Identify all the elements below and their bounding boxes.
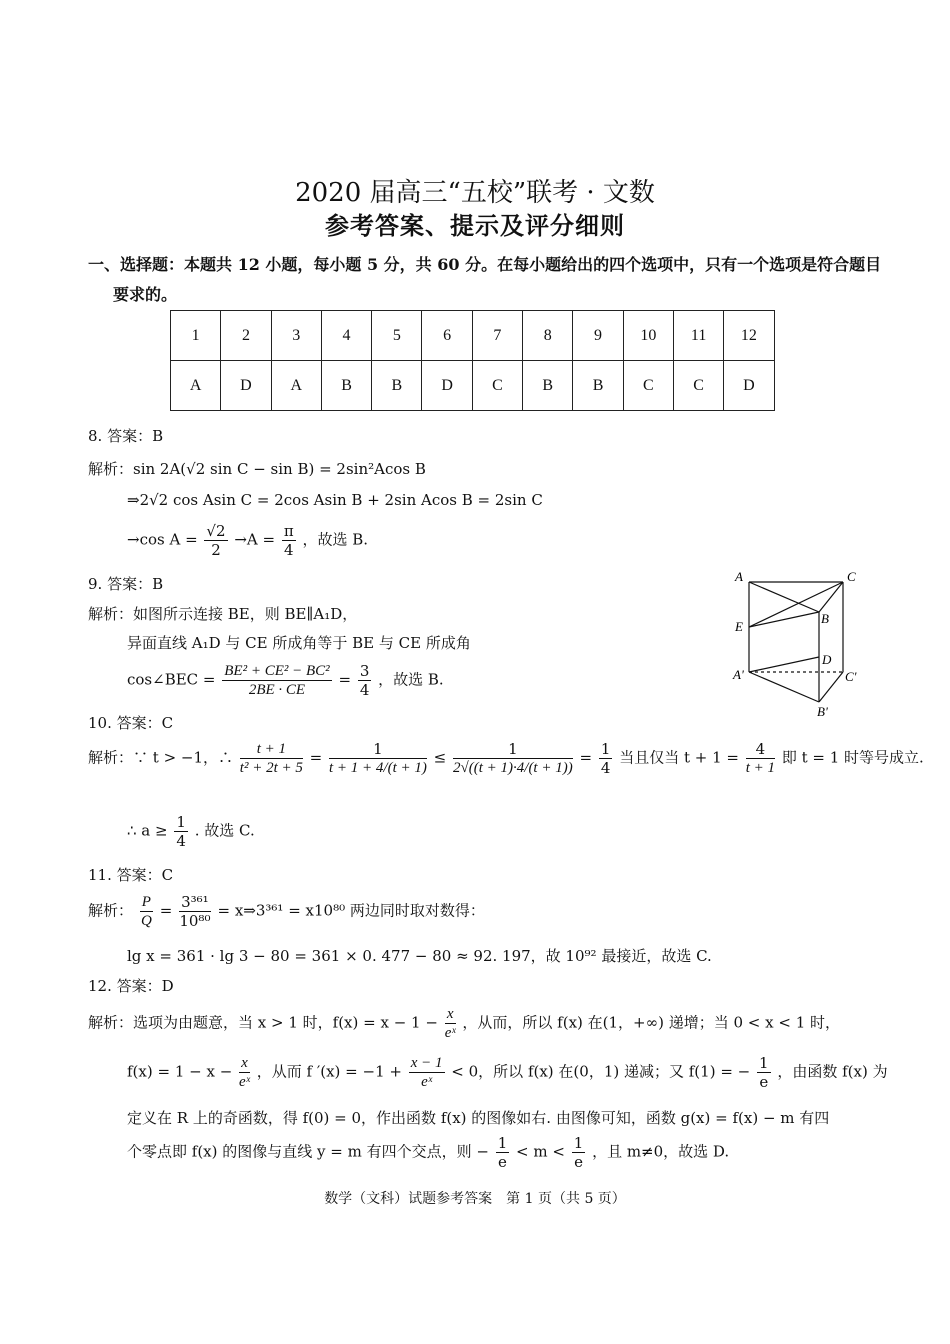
q12-text: ，从而，所以 f(x) 在(1，+∞) 递增；当 0 < x < 1 时， — [462, 1013, 841, 1032]
q9-line3 — [127, 662, 444, 699]
fraction: $\frac{1}{4}$ — [600, 740, 611, 777]
q10-text: . 故选 C. — [194, 821, 255, 840]
answer-cell: D — [724, 361, 774, 411]
q11-text: = — [159, 901, 173, 920]
answer-cell: A — [271, 361, 321, 411]
q12-line4 — [127, 1134, 729, 1171]
q8-answer: 8. 答案：B — [88, 427, 164, 445]
q11-line2: lg x = 361 · lg 3 − 80 = 361 × 0. 477 − 80 ≈ 92. 197，故 10⁹² 最接近，故选 C. — [127, 947, 712, 965]
answer-table-answer-row — [171, 361, 775, 411]
q12-line2 — [127, 1054, 888, 1091]
label-A: A — [735, 569, 743, 584]
question-number-cell: 11 — [673, 311, 723, 361]
label-C-prime: C' — [845, 669, 857, 684]
q8-line3 — [127, 522, 368, 559]
question-number-cell: 12 — [724, 311, 774, 361]
fraction: $\frac{x}{\text{eˣ}}$ — [444, 1006, 456, 1041]
label-B: B — [821, 611, 829, 626]
prism-figure — [725, 568, 865, 723]
fraction: $\frac{1}{e}$ — [573, 1134, 584, 1171]
q8-text: →A = — [234, 530, 276, 549]
fraction: $\frac{x}{\text{eˣ}}$ — [239, 1055, 250, 1090]
q12-text: 个零点即 f(x) 的图像与直线 y = m 有四个交点，则 − — [127, 1142, 489, 1161]
label-B-prime: B' — [817, 704, 828, 719]
fraction: $\frac{3}{4}$ — [359, 662, 370, 699]
fraction: $\frac{1}{4}$ — [176, 813, 186, 850]
question-number-cell: 4 — [321, 311, 371, 361]
label-A-prime: A' — [733, 667, 744, 682]
q9-line1: 解析：如图所示连接 BE，则 BE∥A₁D， — [88, 605, 358, 623]
fraction: $\frac{x - 1}{\text{eˣ}}$ — [410, 1055, 443, 1090]
answer-cell: C — [673, 361, 723, 411]
question-number-cell: 10 — [623, 311, 673, 361]
fraction: $\frac{1}{e}$ — [497, 1134, 508, 1171]
q8-text: →cos A = — [127, 530, 198, 549]
question-number-cell: 2 — [221, 311, 271, 361]
fraction: $\frac{1}{2√((t + 1)\cdot 4/(t + 1))}$ — [453, 740, 573, 776]
answer-cell: D — [422, 361, 472, 411]
answer-cell: C — [472, 361, 522, 411]
fraction: $\frac{\text{BE² + CE² − BC²}}{2BE \cdot CE}$ — [224, 663, 330, 698]
q12-text: 解析：选项为由题意，当 x > 1 时，f(x) = x − 1 − — [88, 1013, 438, 1032]
q11-line1 — [88, 893, 485, 930]
fraction: $\frac{t + 1}{\text{t² + 2t + 5}}$ — [239, 741, 303, 776]
q12-text: < m < — [516, 1142, 565, 1161]
q11-text: 解析： — [88, 901, 134, 920]
answer-cell: D — [221, 361, 271, 411]
q8-line1: 解析：sin 2A(√2 sin C − sin B) = 2sin²Acos B — [88, 460, 426, 478]
q12-text: ，且 m≠0，故选 D. — [592, 1142, 730, 1161]
label-D: D — [822, 652, 832, 667]
page-footer: 数学（文科）试题参考答案 第 1 页（共 5 页） — [324, 1191, 626, 1207]
question-number-cell: 9 — [573, 311, 623, 361]
fraction: $\frac{\pi}{4}$ — [283, 522, 294, 559]
q12-text: f(x) = 1 − x − — [127, 1062, 233, 1081]
q11-answer: 11. 答案：C — [88, 866, 174, 884]
q10-text: 即 t = 1 时等号成立. — [781, 748, 924, 767]
answer-cell: A — [171, 361, 221, 411]
q10-line2 — [127, 813, 255, 850]
answer-cell: B — [372, 361, 422, 411]
question-number-cell: 7 — [472, 311, 522, 361]
q8-text: ，故选 B. — [302, 530, 369, 549]
q10-text: = — [309, 748, 323, 767]
answer-cell: B — [523, 361, 573, 411]
question-number-cell: 3 — [271, 311, 321, 361]
fraction: $\frac{√2}{2}$ — [206, 522, 226, 559]
label-C: C — [847, 569, 856, 584]
q9-line2: 异面直线 A₁D 与 CE 所成角等于 BE 与 CE 所成角 — [127, 634, 471, 652]
q9-text: cos∠BEC = — [127, 670, 216, 689]
page-title: 2020 届高三“五校”联考 · 文数 — [295, 178, 655, 208]
fraction: $\frac{\text{3³⁶¹}}{\text{10⁸⁰}}$ — [179, 893, 211, 930]
answer-table — [170, 310, 775, 411]
q12-line1 — [88, 1005, 840, 1042]
label-E: E — [735, 619, 743, 634]
fraction: $\frac{1}{t + 1 + 4/(t + 1)}$ — [329, 740, 427, 776]
question-number-cell: 1 — [171, 311, 221, 361]
q12-text: ，由函数 f(x) 为 — [777, 1062, 888, 1081]
q8-line2: ⇒2√2 cos Asin C = 2cos Asin B + 2sin Acos B = 2sin C — [127, 491, 543, 509]
fraction: $\frac{4}{t + 1}$ — [745, 740, 776, 776]
q10-line1 — [88, 740, 924, 777]
page-subtitle: 参考答案、提示及评分细则 — [325, 211, 625, 240]
q10-text: 当且仅当 t + 1 = — [619, 748, 739, 767]
answer-cell: B — [321, 361, 371, 411]
answer-table-number-row — [171, 311, 775, 361]
q10-text: ≤ — [433, 748, 447, 767]
section-heading-cont: 要求的。 — [113, 285, 178, 304]
question-number-cell: 5 — [372, 311, 422, 361]
q10-text: ∴ a ≥ — [127, 821, 168, 840]
q12-text: < 0，所以 f(x) 在(0，1) 递减；又 f(1) = − — [451, 1062, 751, 1081]
q10-answer: 10. 答案：C — [88, 714, 174, 732]
q12-answer: 12. 答案：D — [88, 977, 174, 995]
q12-line3: 定义在 R 上的奇函数，得 f(0) = 0，作出函数 f(x) 的图像如右. 由图像可知，函数 g(x) = f(x) − m 有四 — [127, 1109, 830, 1127]
answer-cell: C — [623, 361, 673, 411]
fraction: $\frac{1}{e}$ — [759, 1054, 769, 1091]
q12-text: ，从而 f ′(x) = −1 + — [256, 1062, 402, 1081]
question-number-cell: 8 — [523, 311, 573, 361]
q9-text: = — [338, 670, 352, 689]
q9-answer: 9. 答案：B — [88, 575, 164, 593]
section-heading: 一、选择题：本题共 12 小题，每小题 5 分，共 60 分。在每小题给出的四个选项中，只有一个选项是符合题目 — [88, 255, 882, 274]
q11-text: = x⇒3³⁶¹ = x10⁸⁰ 两边同时取对数得： — [217, 901, 485, 920]
question-number-cell: 6 — [422, 311, 472, 361]
fraction: $\frac{P}{Q}$ — [140, 894, 152, 929]
q10-text: = — [579, 748, 593, 767]
q9-text: ，故选 B. — [378, 670, 444, 689]
answer-cell: B — [573, 361, 623, 411]
q10-text: 解析：∵ t > −1，∴ — [88, 748, 234, 767]
